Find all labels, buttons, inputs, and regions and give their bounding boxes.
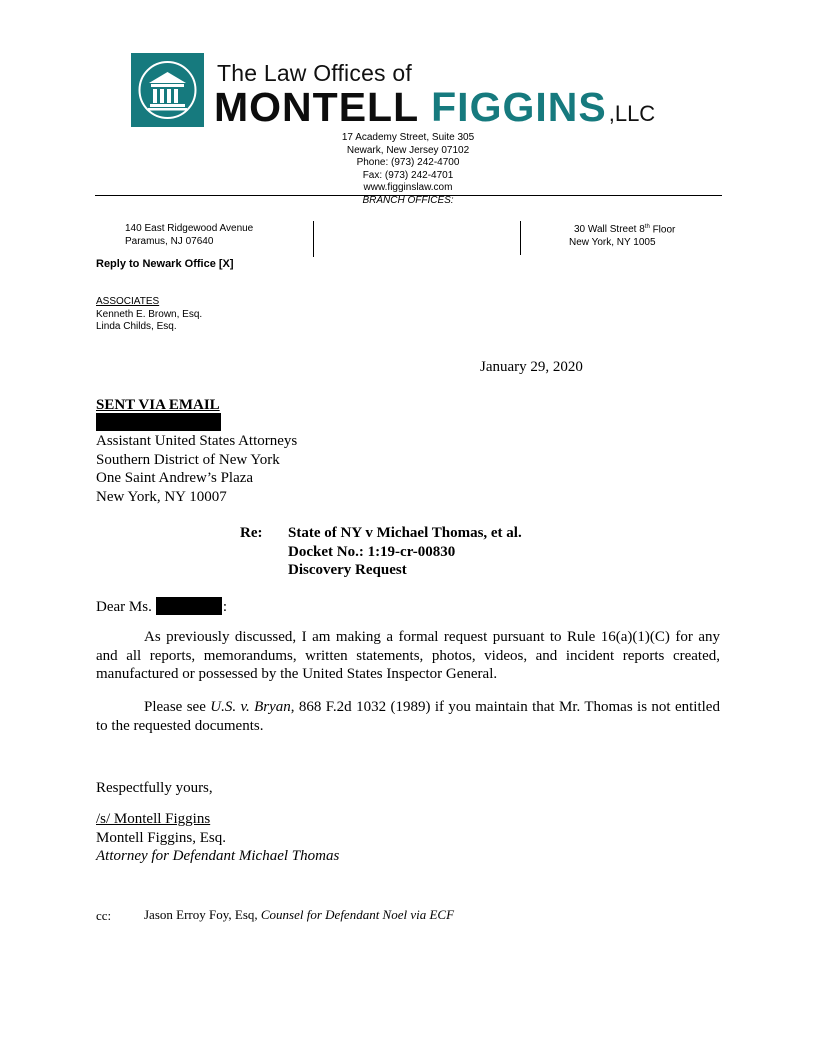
firm-logo — [131, 53, 204, 127]
cc-recipient: Jason Erroy Foy, Esq, Counsel for Defendant Noel via ECF — [144, 907, 455, 922]
branch-right-line2: New York, NY 1005 — [569, 237, 656, 249]
recipient-line-2: Southern District of New York — [96, 451, 280, 468]
courthouse-icon — [131, 53, 204, 127]
cc-label: cc: — [96, 908, 112, 923]
branch-office-new-york — [569, 221, 675, 249]
recipient-line-1: Assistant United States Attorneys — [96, 433, 298, 449]
case-citation: U.S. v. Bryan — [210, 699, 291, 715]
branch-divider-right — [520, 221, 521, 255]
associate-2: Linda Childs, Esq. — [96, 321, 177, 332]
firm-name-suffix: ,LLC — [608, 101, 656, 126]
address-phone: Phone: (973) 242-4700 — [356, 157, 460, 168]
address-street: 17 Academy Street, Suite 305 — [341, 132, 475, 143]
associates-heading: ASSOCIATES — [96, 296, 160, 307]
firm-name-part1: MONTELL — [214, 84, 420, 130]
header-divider — [95, 195, 722, 196]
address-website: www.figginslaw.com — [363, 182, 453, 193]
sent-via-email: SENT VIA EMAIL — [96, 397, 220, 413]
signer-name: Montell Figgins, Esq. — [96, 829, 227, 846]
redacted-salutation-name — [156, 597, 222, 615]
branch-office-paramus — [125, 222, 253, 248]
re-topic: Discovery Request — [288, 562, 407, 578]
associates-list — [96, 296, 202, 334]
associate-1: Kenneth E. Brown, Esq. — [96, 308, 203, 320]
paragraph-request: As previously discussed, I am making a formal request pursuant to Rule 16(a)(1)(C) for any and all reports, memorandums, written statements, photos, videos, and incident reports created, manufactured or possessed by the United States Inspector General. — [96, 629, 720, 682]
signer-role: Attorney for Defendant Michael Thomas — [96, 848, 340, 864]
firm-name-prefix: The Law Offices of — [217, 60, 412, 86]
re-case-name: State of NY v Michael Thomas, et al. — [288, 525, 522, 541]
firm-name-part2: FIGGINS — [431, 84, 607, 130]
address-fax: Fax: (973) 242-4701 — [362, 169, 454, 181]
re-label: Re: — [240, 525, 263, 541]
recipient-line-4: New York, NY 10007 — [96, 488, 227, 505]
salutation: Dear Ms. : — [96, 599, 227, 615]
branch-right-line1: 30 Wall Street 8th Floor — [574, 224, 676, 236]
branch-left-line2: Paramus, NJ 07640 — [125, 236, 214, 247]
paragraph-citation: Please see U.S. v. Bryan, 868 F.2d 1032 (1989) if you maintain that Mr. Thomas is not entitled to the requested documents. — [96, 699, 720, 734]
recipient-address — [96, 432, 297, 506]
reply-to-note: Reply to Newark Office [X] — [96, 258, 234, 270]
branch-divider-left — [313, 221, 314, 257]
firm-name — [214, 84, 655, 131]
address-city: Newark, New Jersey 07102 — [346, 144, 470, 156]
redacted-recipient-name — [96, 413, 221, 431]
branch-left-line1: 140 East Ridgewood Avenue — [125, 223, 254, 234]
re-subject — [288, 524, 522, 580]
closing: Respectfully yours, — [96, 780, 213, 796]
branch-offices-label: BRANCH OFFICES: — [362, 194, 454, 206]
signature-block — [96, 810, 339, 866]
recipient-line-3: One Saint Andrew’s Plaza — [96, 470, 254, 486]
re-docket-number: Docket No.: 1:19-cr-00830 — [288, 543, 456, 560]
letter-date: January 29, 2020 — [480, 359, 583, 375]
electronic-signature: /s/ Montell Figgins — [96, 811, 211, 827]
